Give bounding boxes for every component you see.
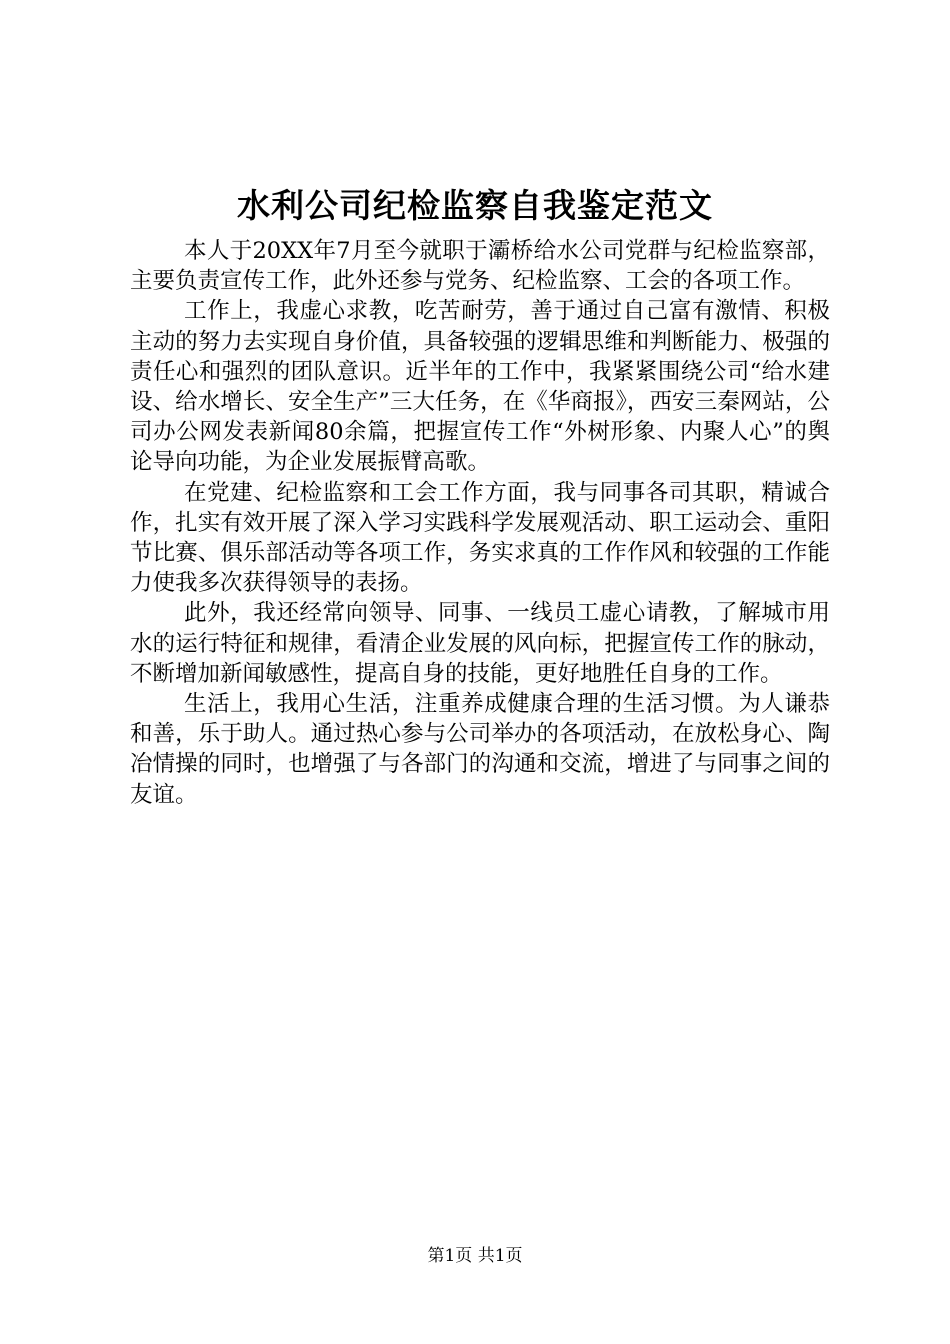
paragraph: 此外，我还经常向领导、同事、一线员工虚心请教，了解城市用水的运行特征和规律，看清企业发展的风向标，把握宣传工作的脉动，不断增加新闻敏感性，提高自身的技能，更好地胜任自身的工作。 <box>130 600 830 687</box>
page-footer: 第1页 共1页 <box>427 1246 523 1266</box>
paragraph: 本人于20XX年7月至今就职于灞桥给水公司党群与纪检监察部，主要负责宣传工作，此外还参与党务、纪检监察、工会的各项工作。 <box>130 238 830 295</box>
paragraph: 生活上，我用心生活，注重养成健康合理的生活习惯。为人谦恭和善，乐于助人。通过热心参与公司举办的各项活动，在放松身心、陶冶情操的同时，也增强了与各部门的沟通和交流，增进了与同事之间的友谊。 <box>130 691 830 808</box>
document-body <box>130 236 830 810</box>
paragraph: 在党建、纪检监察和工会工作方面，我与同事各司其职，精诚合作，扎实有效开展了深入学习实践科学发展观活动、职工运动会、重阳节比赛、俱乐部活动等各项工作，务实求真的工作作风和较强的工作能力使我多次获得领导的表扬。 <box>130 479 830 597</box>
document-title: 水利公司纪检监察自我鉴定范文 <box>237 186 713 225</box>
paragraph: 工作上，我虚心求教，吃苦耐劳，善于通过自己富有激情、积极主动的努力去实现自身价值，具备较强的逻辑思维和判断能力、极强的责任心和强烈的团队意识。近半年的工作中，我紧紧围绕公司“给水建设、给水增长、安全生产”三大任务，在《华商报》，西安三秦网站，公司办公网发表新闻80余篇，把握宣传工作“外树形象、内聚人心”的舆论导向功能，为企业发展振臂高歌。 <box>130 298 830 476</box>
